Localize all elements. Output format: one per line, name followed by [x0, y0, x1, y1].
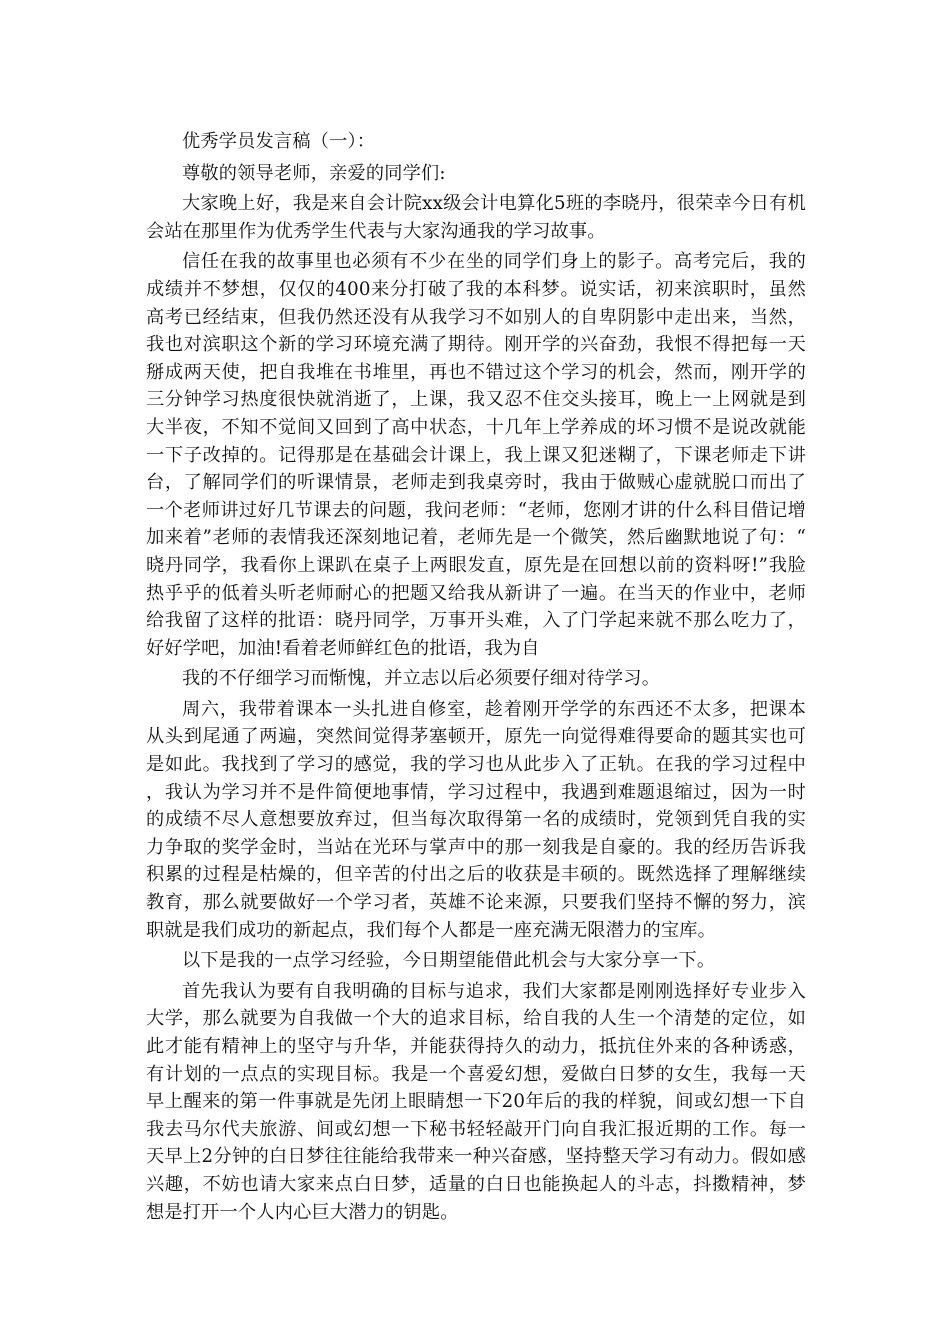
paragraph-resolve: 我的不仔细学习而惭愧，并立志以后必须要仔细对待学习。 [182, 668, 661, 690]
document-title: 优秀学员发言稿（一）： [182, 131, 376, 152]
paragraph-intro-experience: 以下是我的一点学习经验，今日期望能借此机会与大家分享一下。 [182, 950, 716, 972]
paragraph-story: 信任在我的故事里也必须有不少在坐的同学们身上的影子。高考完后，我的成绩并不梦想，仅仅的400来分打破了我的本科梦。说实话，初来滨职时，虽然高考已经结束，但我仍然还没有从我学习不如别人的自卑阴影中走出来，当然，我也对滨职这个新的学习环境充满了期待。刚开学的兴奋劲，我恨不得把每一天掰成两天使，把自我堆在书堆里，再也不错过这个学习的机会，然而，刚开学的三分钟学习热度很快就消逝了，上课，我又忍不住交头接耳，晚上一上网就是到大半夜，不知不觉间又回到了高中状态，十几年上学养成的坏习惯不是说改就能一下子改掉的。记得那是在基础会计课上，我上课又犯迷糊了，下课老师走下讲台，了解同学们的听课情景，老师走到我桌旁时，我由于做贼心虚就脱口而出了一个老师讲过好几节课去的问题，我问老师：“老师，您刚才讲的什么科目借记增加来着”老师的表情我还深刻地记着，老师先是一个微笑，然后幽默地说了句：“晓丹同学，我看你上课趴在桌子上两眼发直，原先是在回想以前的资料呀!”我脸热乎乎的低着头听老师耐心的把题又给我从新讲了一遍。在当天的作业中，老师给我留了这样的批语：晓丹同学，万事开头难，入了门学起来就不那么吃力了，好好学吧，加油!看着老师鲜红色的批语，我为自 [146, 251, 806, 659]
salutation: 尊敬的领导老师，亲爱的同学们: [182, 162, 446, 184]
paragraph-saturday: 周六，我带着课本一头扎进自修室，趁着刚开学学的东西还不太多，把课本从头到尾通了两遍，突然间觉得茅塞顿开，原先一向觉得难得要命的题其实也可是如此。我找到了学习的感觉，我的学习也从此步入了正轨。在我的学习过程中，我认为学习并不是件简便地事情，学习过程中，我遇到难题退缩过，因为一时的成绩不尽人意想要放弃过，但当每次取得第一名的成绩时，党领到凭自我的实力争取的奖学金时，当站在光环与掌声中的那一刻我是自豪的。我的经历告诉我积累的过程是枯燥的，但辛苦的付出之后的收获是丰硕的。既然选择了理解继续教育，那么就要做好一个学习者，英雄不论来源，只要我们坚持不懈的努力，滨职就是我们成功的新起点，我们每个人都是一座充满无限潜力的宝库。 [146, 698, 806, 941]
paragraph-goals: 首先我认为要有自我明确的目标与追求，我们大家都是刚刚选择好专业步入大学，那么就要为自我做一个大的追求目标，给自我的人生一个清楚的定位，如此才能有精神上的坚守与升华，并能获得持久的动力，抵抗住外来的各种诱惑，有计划的一点点的实现目标。我是一个喜爱幻想，爱做白日梦的女生，我每一天早上醒来的第一件事就是先闭上眼睛想一下20年后的我的样貌，间或幻想一下自我去马尔代夫旅游、间或幻想一下秘书轻轻敲开门向自我汇报近期的工作。每一天早上2分钟的白日梦往往能给我带来一种兴奋感，坚持整天学习有动力。假如感兴趣，不妨也请大家来点白日梦，适量的白日也能换起人的斗志，抖擞精神，梦想是打开一个人内心巨大潜力的钥匙。 [146, 980, 806, 1223]
document-page [146, 128, 806, 1229]
paragraph-greeting: 大家晚上好，我是来自会计院xx级会计电算化5班的李晓丹，很荣幸今日有机会站在那里作为优秀学生代表与大家沟通我的学习故事。 [146, 193, 806, 242]
